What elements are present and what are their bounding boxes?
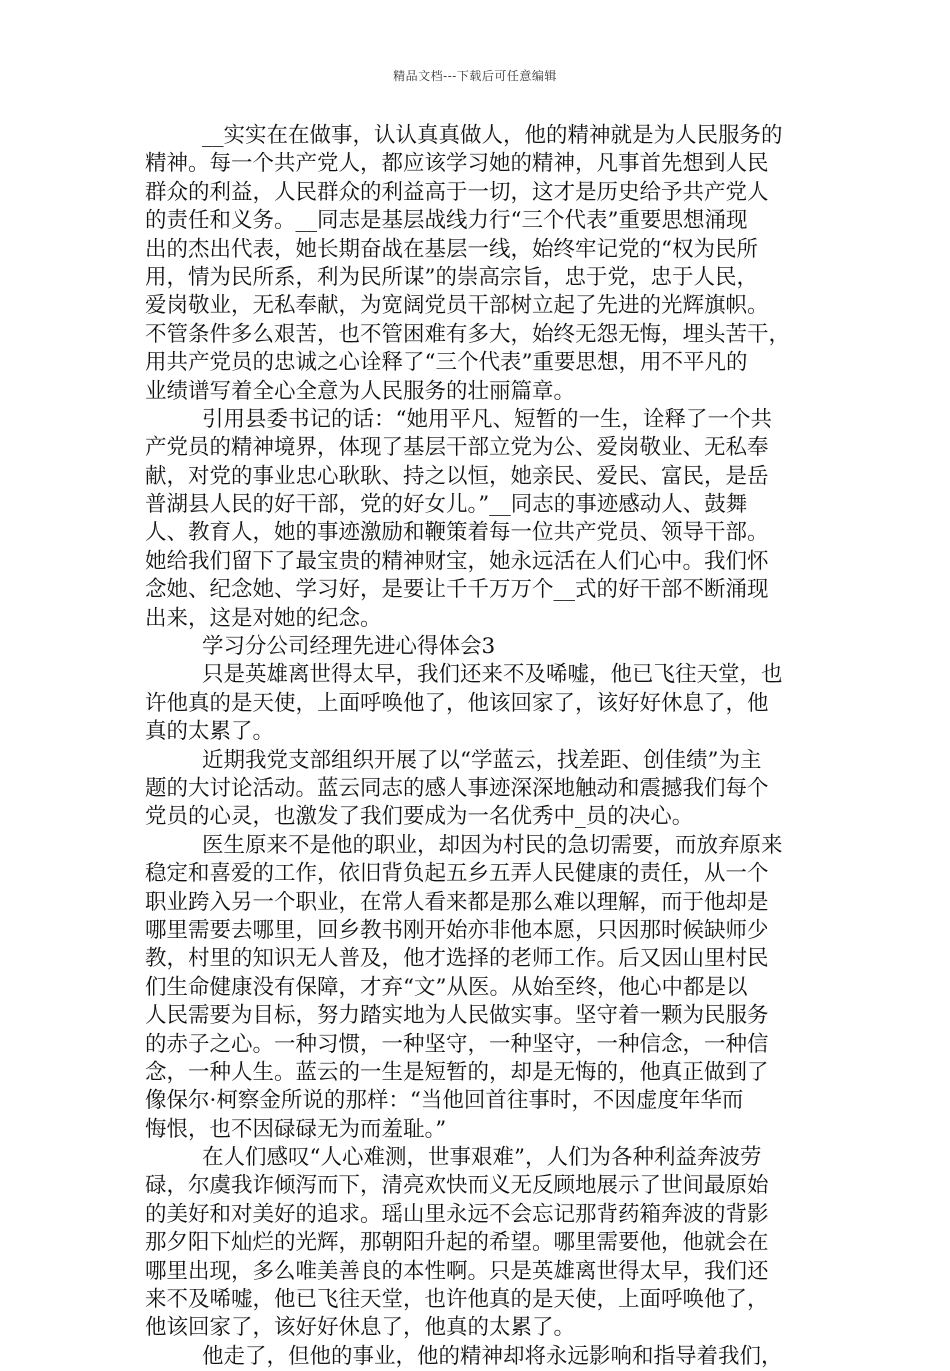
text-line: 献，对党的事业忠心耿耿、持之以恒，她亲民、爱民、富民，是岳 — [145, 463, 769, 489]
text-line: 近期我党支部组织开展了以“学蓝云，找差距、创佳绩”为主 — [202, 747, 762, 773]
text-line: 许他真的是天使，上面呼唤他了，他该回家了，该好好休息了，他 — [145, 690, 769, 716]
text-line: 们生命健康没有保障，才弃“文”从医。从始至终，他心中都是以 — [145, 974, 748, 1000]
text-line: 群众的利益，人民群众的利益高于一切，这才是历史给予共产党人 — [145, 179, 769, 205]
text-line: 像保尔·柯察金所说的那样：“当他回首往事时，不因虚度年华而 — [145, 1088, 744, 1114]
text-line: 稳定和喜爱的工作，依旧背负起五乡五弄人民健康的责任，从一个 — [145, 861, 769, 887]
text-line: 念她、纪念她、学习好，是要让千千万万个__式的好干部不断涌现 — [145, 577, 769, 603]
text-line: 精神。每一个共产党人，都应该学习她的精神，凡事首先想到人民 — [145, 151, 769, 177]
text-line: 产党员的精神境界，体现了基层干部立党为公、爱岗敬业、无私奉 — [145, 435, 769, 461]
text-line: 的美好和对美好的追求。瑶山里永远不会忘记那背药箱奔波的背影 — [145, 1201, 769, 1227]
text-line: 碌，尔虞我诈倾泻而下，清亮欢快而义无反顾地展示了世间最原始 — [145, 1173, 769, 1199]
text-line: 哪里需要去哪里，回乡教书刚开始亦非他本愿，只因那时候缺师少 — [145, 917, 769, 943]
text-line: 出来，这是对她的纪念。 — [145, 605, 382, 631]
text-line: 教，村里的知识无人普及，他才选择的老师工作。后又因山里村民 — [145, 946, 769, 972]
text-line: 引用县委书记的话：“她用平凡、短暂的一生，诠释了一个共 — [202, 406, 772, 432]
text-line: 他该回家了，该好好休息了，他真的太累了。 — [145, 1315, 576, 1341]
text-line: 业绩谱写着全心全意为人民服务的壮丽篇章。 — [145, 378, 576, 404]
text-line: 哪里出现，多么唯美善良的本性啊。只是英雄离世得太早，我们还 — [145, 1258, 769, 1284]
text-line: 来不及唏嘘，他已飞往天堂，也许他真的是天使，上面呼唤他了， — [145, 1287, 769, 1313]
text-line: 题的大讨论活动。蓝云同志的感人事迹深深地触动和震撼我们每个 — [145, 775, 769, 801]
document-body — [145, 122, 805, 1371]
text-line: 职业跨入另一个职业，在常人看来都是那么难以理解，而于他却是 — [145, 889, 769, 915]
text-line: 医生原来不是他的职业，却因为村民的急切需要，而放弃原来 — [202, 832, 783, 858]
text-line: 她给我们留下了最宝贵的精神财宝，她永远活在人们心中。我们怀 — [145, 548, 769, 574]
text-line: 的责任和义务。__同志是基层战线力行“三个代表”重要思想涌现 — [145, 208, 748, 234]
text-line: 用，情为民所系，利为民所谋”的崇高宗旨，忠于党，忠于人民， — [145, 264, 758, 290]
text-line: 悔恨，也不因碌碌无为而羞耻。” — [145, 1116, 447, 1142]
text-line: 念，一种人生。蓝云的一生是短暂的，却是无悔的，他真正做到了 — [145, 1059, 769, 1085]
text-line: 党员的心灵，也激发了我们要成为一名优秀中_员的决心。 — [145, 804, 694, 830]
text-line: __实实在在做事，认认真真做人，他的精神就是为人民服务的 — [202, 123, 783, 148]
text-line: 那夕阳下灿烂的光辉，那朝阳升起的希望。哪里需要他，他就会在 — [145, 1230, 769, 1256]
text-line: 他走了，但他的事业，他的精神却将永远影响和指导着我们， — [202, 1343, 783, 1369]
text-line: 人民需要为目标，努力踏实地为人民做实事。坚守着一颗为民服务 — [145, 1003, 769, 1029]
text-line: 出的杰出代表，她长期奋战在基层一线，始终牢记党的“权为民所 — [145, 236, 758, 262]
page-header: 精品文档---下载后可任意编辑 — [393, 69, 557, 83]
text-line: 用共产党员的忠诚之心诠释了“三个代表”重要思想，用不平凡的 — [145, 350, 748, 376]
text-line: 在人们感叹“人心难测，世事艰难”，人们为各种利益奔波劳 — [202, 1145, 762, 1171]
text-line: 只是英雄离世得太早，我们还来不及唏嘘，他已飞往天堂，也 — [202, 662, 783, 688]
text-line: 普湖县人民的好干部，党的好女儿。”__同志的事迹感动人、鼓舞 — [145, 492, 748, 518]
text-line: 不管条件多么艰苦，也不管困难有多大，始终无怨无悔，埋头苦干， — [145, 321, 791, 347]
text-line: 真的太累了。 — [145, 719, 275, 745]
text-line: 的赤子之心。一种习惯，一种坚守，一种坚守，一种信念，一种信 — [145, 1031, 769, 1057]
section-heading: 学习分公司经理先进心得体会3 — [202, 634, 496, 660]
text-line: 爱岗敬业，无私奉献，为宽阔党员干部树立起了先进的光辉旗帜。 — [145, 293, 769, 319]
text-line: 人、教育人，她的事迹激励和鞭策着每一位共产党员、领导干部。 — [145, 520, 769, 546]
